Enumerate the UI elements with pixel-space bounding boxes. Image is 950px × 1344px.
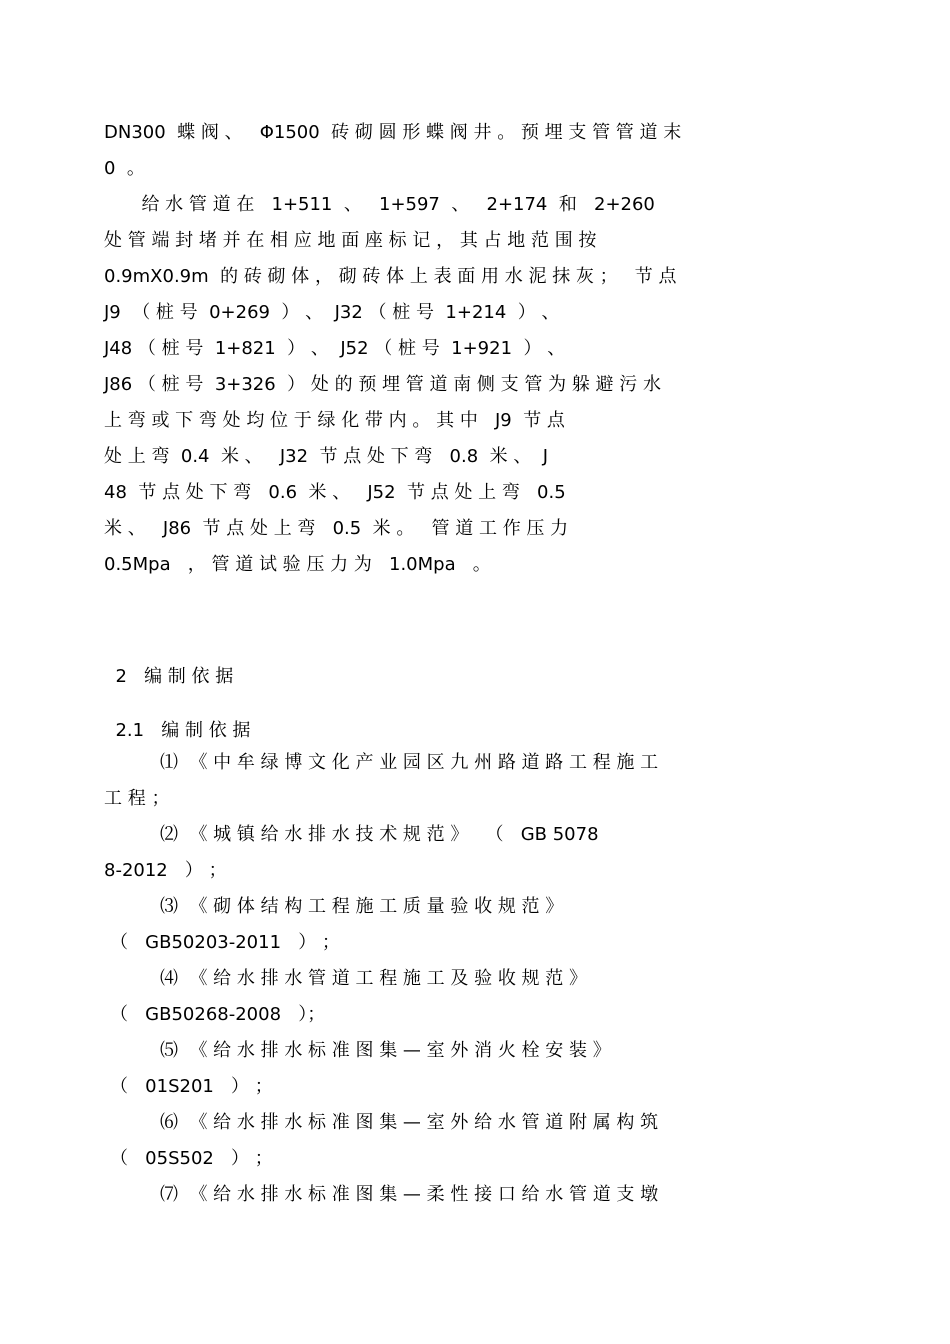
text-line: J86 （ 桩 号 3+326 ） 处 的 预 埋 管 道 南 侧 支 管 为 躲 避 污 水: [104, 374, 661, 395]
section-heading-2: [104, 644, 233, 688]
reference-item: ⑵ 《 城 镇 给 水 排 水 技 术 规 范 》 （ GB 5078: [160, 824, 599, 845]
reference-item: ⑺ 《 给 水 排 水 标 准 图 集 — 柔 性 接 口 给 水 管 道 支 墩: [160, 1184, 659, 1205]
reference-item: ⑸ 《 给 水 排 水 标 准 图 集 — 室 外 消 火 栓 安 装 》: [160, 1040, 611, 1061]
reference-item-cont: （ 01S201 ） ；: [110, 1076, 273, 1097]
text-line: DN300 蝶 阀 、 Φ1500 砖 砌 圆 形 蝶 阀 井 。 预 埋 支 管 管 道 末: [104, 122, 682, 143]
text-line: 上 弯 或 下 弯 处 均 位 于 绿 化 带 内 。 其 中 J9 节 点: [104, 410, 565, 431]
reference-item: ⑷ 《 给 水 排 水 管 道 工 程 施 工 及 验 收 规 范 》: [160, 968, 587, 989]
reference-item: ⑶ 《 砌 体 结 构 工 程 施 工 质 量 验 收 规 范 》: [160, 896, 564, 917]
text-line: 处 上 弯 0.4 米 、 J32 节 点 处 下 弯 0.8 米 、 J: [104, 446, 549, 467]
section-title: 编 制 依 据: [161, 720, 251, 741]
text-line: J48 （ 桩 号 1+821 ） 、 J52 （ 桩 号 1+921 ） 、: [104, 338, 566, 359]
section-heading-2-1: [104, 698, 250, 742]
section-number: 2.1: [115, 720, 145, 741]
reference-item-cont: （ GB50268-2008 ）；: [110, 1004, 326, 1025]
reference-item-cont: 8-2012 ） ；: [104, 860, 227, 881]
section-number: 2: [115, 666, 127, 687]
text-line: 0.9mX0.9m 的 砖 砌 体 ， 砌 砖 体 上 表 面 用 水 泥 抹 灰 ； 节 点: [104, 266, 677, 287]
text-line: 0.5Mpa ， 管 道 试 验 压 力 为 1.0Mpa 。: [104, 554, 491, 575]
text-line: J9 （ 桩 号 0+269 ） 、 J32 （ 桩 号 1+214 ） 、: [104, 302, 560, 323]
text-line: 0 。: [104, 158, 145, 179]
reference-item-cont: 工 程 ；: [104, 788, 170, 809]
text-line: 处 管 端 封 堵 并 在 相 应 地 面 座 标 记 ， 其 占 地 范 围 按: [104, 230, 597, 251]
reference-item: ⑴ 《 中 牟 绿 博 文 化 产 业 园 区 九 州 路 道 路 工 程 施 工: [160, 752, 659, 773]
reference-item-cont: （ 05S502 ） ；: [110, 1148, 273, 1169]
text-line: 给 水 管 道 在 1+511 、 1+597 、 2+174 和 2+260: [130, 194, 655, 215]
text-line: 米 、 J86 节 点 处 上 弯 0.5 米 。 管 道 工 作 压 力: [104, 518, 569, 539]
reference-item-cont: （ GB50203-2011 ） ；: [110, 932, 340, 953]
text-line: 48 节 点 处 下 弯 0.6 米 、 J52 节 点 处 上 弯 0.5: [104, 482, 566, 503]
section-title: 编 制 依 据: [144, 666, 234, 687]
reference-item: ⑹ 《 给 水 排 水 标 准 图 集 — 室 外 给 水 管 道 附 属 构 筑: [160, 1112, 659, 1133]
